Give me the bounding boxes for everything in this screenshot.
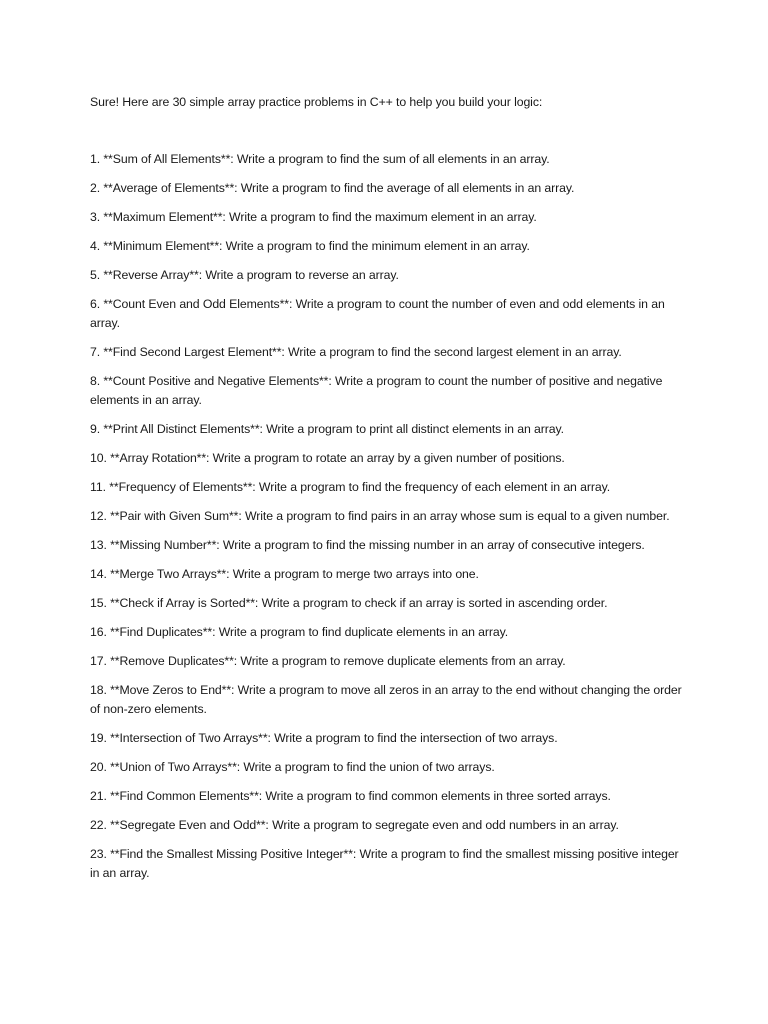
problem-item: 1. **Sum of All Elements**: Write a program to find the sum of all elements in an array. bbox=[90, 152, 550, 166]
problem-item: 10. **Array Rotation**: Write a program to rotate an array by a given number of positions. bbox=[90, 451, 565, 465]
problem-item: 9. **Print All Distinct Elements**: Write a program to print all distinct elements in an array. bbox=[90, 422, 564, 436]
problem-item: 2. **Average of Elements**: Write a program to find the average of all elements in an array. bbox=[90, 181, 575, 195]
problem-item: 6. **Count Even and Odd Elements**: Write a program to count the number of even and odd elements in an array. bbox=[90, 297, 665, 330]
problem-item: 5. **Reverse Array**: Write a program to reverse an array. bbox=[90, 268, 399, 282]
problem-item: 3. **Maximum Element**: Write a program to find the maximum element in an array. bbox=[90, 210, 537, 224]
problem-item: 16. **Find Duplicates**: Write a program to find duplicate elements in an array. bbox=[90, 625, 509, 639]
problem-item: 19. **Intersection of Two Arrays**: Write a program to find the intersection of two arrays. bbox=[90, 731, 558, 745]
problem-item: 18. **Move Zeros to End**: Write a program to move all zeros in an array to the end without changing the order of non-zero elements. bbox=[90, 683, 682, 716]
problem-item: 14. **Merge Two Arrays**: Write a program to merge two arrays into one. bbox=[90, 567, 479, 581]
intro-paragraph: Sure! Here are 30 simple array practice problems in C++ to help you build your logic: bbox=[90, 95, 543, 109]
problem-item: 23. **Find the Smallest Missing Positive Integer**: Write a program to find the smallest missing positive integer in an array. bbox=[90, 847, 679, 880]
problem-item: 15. **Check if Array is Sorted**: Write a program to check if an array is sorted in ascending order. bbox=[90, 596, 608, 610]
problem-item: 22. **Segregate Even and Odd**: Write a program to segregate even and odd numbers in an array. bbox=[90, 818, 619, 832]
problem-item: 20. **Union of Two Arrays**: Write a program to find the union of two arrays. bbox=[90, 760, 495, 774]
problem-item: 13. **Missing Number**: Write a program to find the missing number in an array of consecutive integers. bbox=[90, 538, 645, 552]
problem-item: 17. **Remove Duplicates**: Write a program to remove duplicate elements from an array. bbox=[90, 654, 566, 668]
problem-item: 11. **Frequency of Elements**: Write a program to find the frequency of each element in an array. bbox=[90, 480, 611, 494]
document-body bbox=[90, 93, 686, 893]
problem-item: 4. **Minimum Element**: Write a program to find the minimum element in an array. bbox=[90, 239, 530, 253]
problem-item: 12. **Pair with Given Sum**: Write a program to find pairs in an array whose sum is equal to a given number. bbox=[90, 509, 670, 523]
problem-item: 8. **Count Positive and Negative Elements**: Write a program to count the number of positive and negative elements in an array. bbox=[90, 374, 663, 407]
problem-item: 7. **Find Second Largest Element**: Write a program to find the second largest element in an array. bbox=[90, 345, 622, 359]
problem-list bbox=[90, 150, 686, 883]
problem-item: 21. **Find Common Elements**: Write a program to find common elements in three sorted arrays. bbox=[90, 789, 611, 803]
